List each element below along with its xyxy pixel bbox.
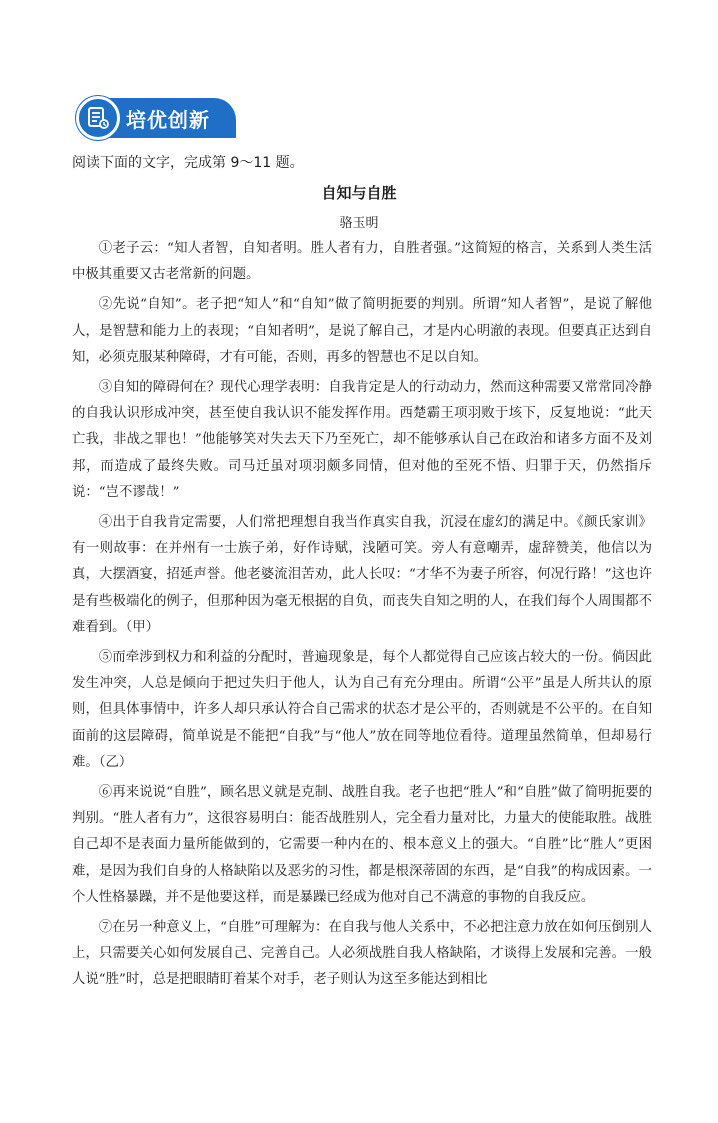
- paragraph-1: ①老子云：“知人者智，自知者明。胜人者有力，自胜者强。”这简短的格言，关系到人类生活中极其重要又古老常新的问题。: [72, 241, 652, 283]
- paragraph-6: ⑥再来说说“自胜”，顾名思义就是克制、战胜自我。老子也把“胜人”和“自胜”做了简明扼要的判别。“胜人者有力”，这很容易明白：能否战胜别人，完全看力量对比，力量大的使能取胜。战胜自己却不是表面力量所能做到的，它需要一种内在的、根本意义上的强大。“自胜”比“胜人”更困难，是因为我们自身的人格缺陷以及恶劣的习性，都是根深蒂固的东西，是“自我”的构成因素。一个人性格暴躁，并不是他要这样，而是暴躁已经成为他对自己不满意的事物的自我反应。: [72, 785, 652, 905]
- paragraph-7: ⑦在另一种意义上，“自胜”可理解为：在自我与他人关系中，不必把注意力放在如何压倒别人上，只需要关心如何发展自己、完善自己。人必须战胜自我人格缺陷，才谈得上发展和完善。一般人说“胜”时，总是把眼睛盯着某个对手，老子则认为这至多能达到相比: [72, 920, 652, 988]
- banner-title: 培优创新: [126, 108, 210, 132]
- paragraph-2: ②先说“自知”。老子把“知人”和“自知”做了简明扼要的判别。所谓“知人者智”，是说了解他人，是智慧和能力上的表现；“自知者明”，是说了解自己，才是内心明澈的表现。但要真正达到自知，必须克服某种障碍，才有可能，否则，再多的智慧也不足以自知。: [72, 297, 652, 365]
- section-banner: [76, 96, 236, 140]
- paragraph-3: ③自知的障碍何在？现代心理学表明：自我肯定是人的行动动力，然而这种需要又常常同冷静的自我认识形成冲突，甚至使自我认识不能发挥作用。西楚霸王项羽败于垓下，反复地说：“此天亡我，非战之罪也！”他能够笑对失去天下乃至死亡，却不能够承认自己在政治和诸多方面不及刘邦，而造成了最终失败。司马迁虽对项羽颇多同情，但对他的至死不悟、归罪于天，仍然指斥说：“岂不谬哉！”: [72, 380, 652, 500]
- reading-instruction: 阅读下面的文字，完成第 9～11 题。: [72, 155, 304, 171]
- article-body: [72, 236, 652, 998]
- article-author: 骆玉明: [339, 216, 379, 231]
- banner-icon-circle: [76, 96, 120, 140]
- paragraph-5: ⑤而牵涉到权力和利益的分配时，普遍现象是，每个人都觉得自己应该占较大的一份。倘因此发生冲突，人总是倾向于把过失归于他人，认为自己有充分理由。所谓“公平”虽是人所共认的原则，但具体事情中，许多人却只承认符合自己需求的状态才是公平的，否则就是不公平的。在自知面前的这层障碍，简单说是不能把“自我”与“他人”放在同等地位看待。道理虽然简单，但却易行难。（乙）: [72, 650, 652, 770]
- paragraph-4: ④出于自我肯定需要，人们常把理想自我当作真实自我，沉浸在虚幻的满足中。《颜氏家训》有一则故事：在并州有一士族子弟，好作诗赋，浅陋可笑。旁人有意嘲弄，虚辞赞美，他信以为真，大摆酒宴，招延声誉。他老婆流泪苦劝，此人长叹：“才华不为妻子所容，何况行路！”这也许是有些极端化的例子，但那种因为毫无根据的自负，而丧失自知之明的人，在我们每个人周围都不难看到。（甲）: [72, 515, 652, 635]
- document-icon: [85, 105, 111, 131]
- article-title: 自知与自胜: [321, 184, 397, 202]
